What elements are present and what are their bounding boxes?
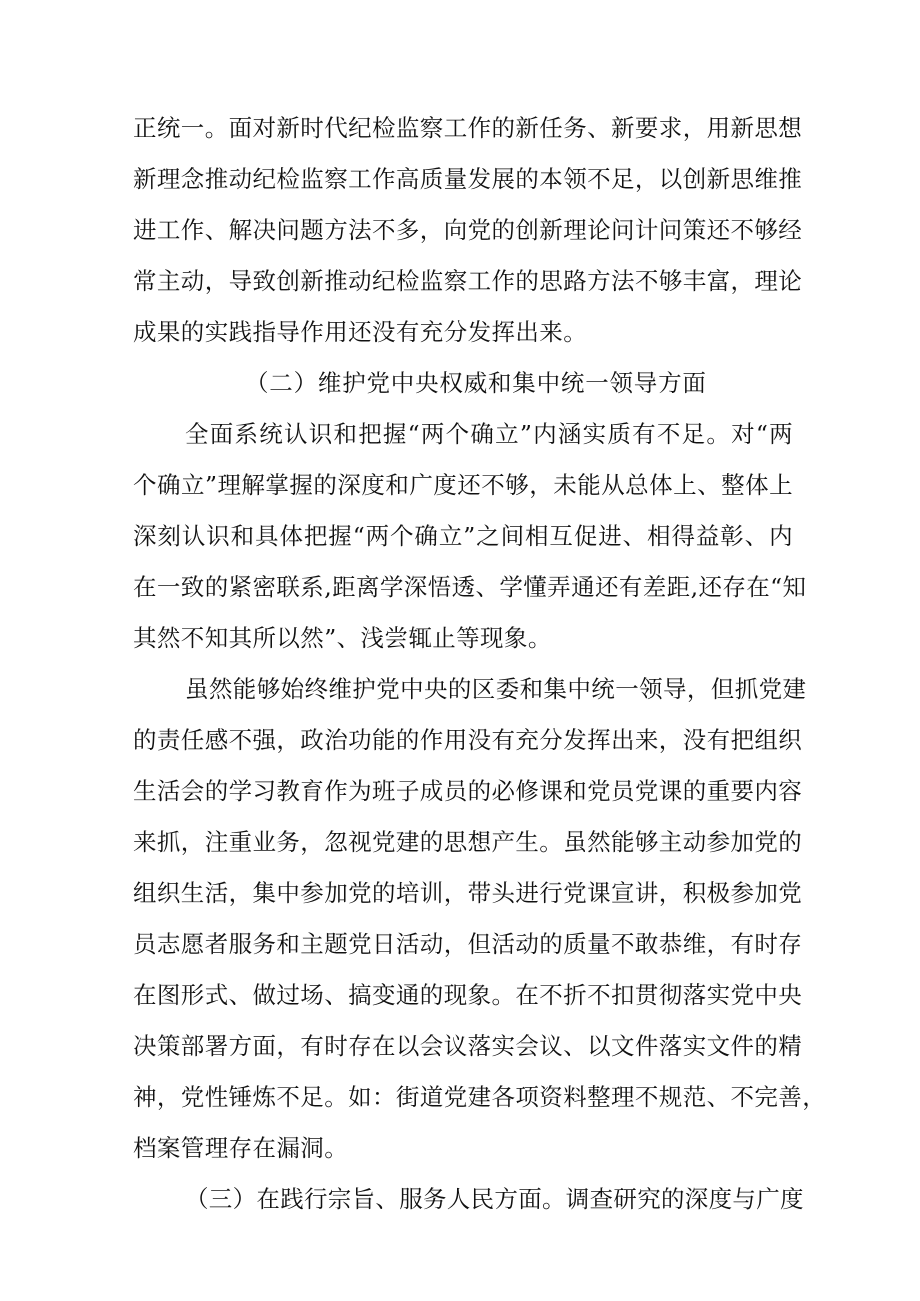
paragraph-line: 员志愿者服务和主题党日活动，但活动的质量不敢恭维，有时存 <box>133 930 803 958</box>
paragraph-line: 组织生活，集中参加党的培训，带头进行党课宣讲，积极参加党 <box>133 879 803 907</box>
paragraph-line: 个确立”理解掌握的深度和广度还不够，未能从总体上、整体上 <box>133 471 793 499</box>
paragraph-line: 的责任感不强，政治功能的作用没有充分发挥出来，没有把组织 <box>133 726 803 754</box>
paragraph-line: 全面系统认识和把握“两个确立”内涵实质有不足。对“两 <box>185 420 793 448</box>
section-heading-3: （三）在践行宗旨、服务人民方面。调查研究的深度与广度 <box>185 1185 804 1213</box>
section-heading-2: （二）维护党中央权威和集中统一领导方面 <box>245 369 707 397</box>
paragraph-line: 生活会的学习教育作为班子成员的必修课和党员党课的重要内容 <box>133 777 803 805</box>
paragraph-line: 来抓，注重业务，忽视党建的思想产生。虽然能够主动参加党的 <box>133 828 803 856</box>
paragraph-line: 成果的实践指导作用还没有充分发挥出来。 <box>133 318 588 346</box>
paragraph-line: 其然不知其所以然”、浅尝辄止等现象。 <box>133 624 552 652</box>
paragraph-line: 决策部署方面，有时存在以会议落实会议、以文件落实文件的精 <box>133 1032 803 1060</box>
paragraph-line: 在图形式、做过场、搞变通的现象。在不折不扣贯彻落实党中央 <box>133 981 803 1009</box>
paragraph-line: 新理念推动纪检监察工作高质量发展的本领不足，以创新思维推 <box>133 165 803 193</box>
paragraph-line: 档案管理存在漏洞。 <box>133 1134 349 1162</box>
paragraph-line: 虽然能够始终维护党中央的区委和集中统一领导，但抓党建 <box>185 675 807 703</box>
paragraph-line: 在一致的紧密联系,距离学深悟透、学懂弄通还有差距,还存在“知 <box>133 573 807 601</box>
paragraph-line: 正统一。面对新时代纪检监察工作的新任务、新要求，用新思想 <box>133 114 803 142</box>
paragraph-line: 神，党性锤炼不足。如：街道党建各项资料整理不规范、不完善， <box>133 1083 827 1111</box>
paragraph-line: 深刻认识和具体把握“两个确立”之间相互促进、相得益彰、内 <box>133 522 793 550</box>
paragraph-line: 进工作、解决问题方法不多，向党的创新理论问计问策还不够经 <box>133 216 803 244</box>
paragraph-line: 常主动，导致创新推动纪检监察工作的思路方法不够丰富，理论 <box>133 267 803 295</box>
